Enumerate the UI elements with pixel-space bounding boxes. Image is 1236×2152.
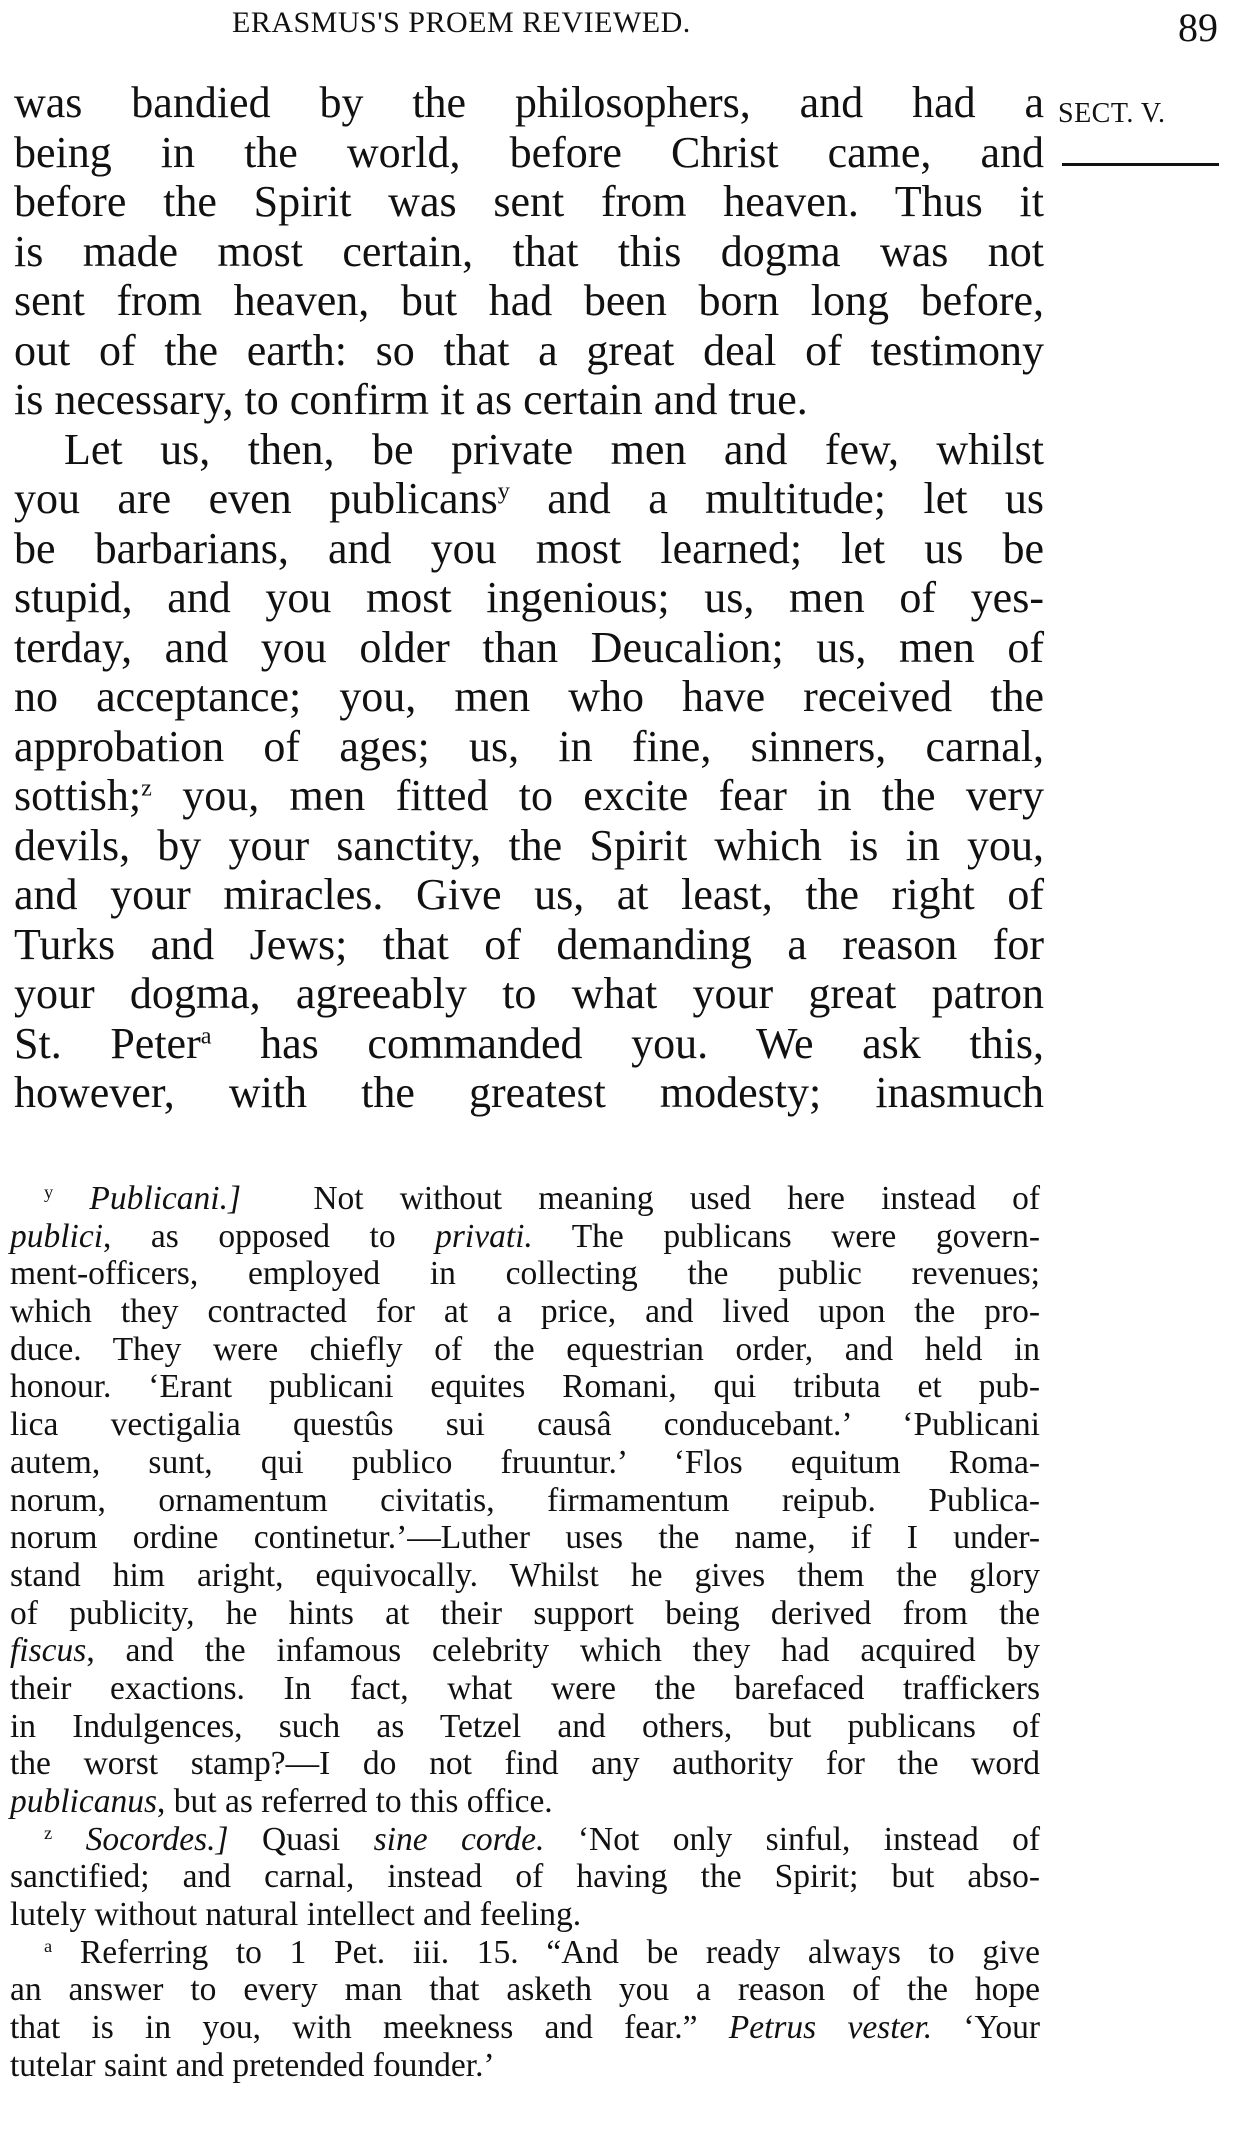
text-span: St. Peter [14,1018,201,1068]
footnote-lemma: Socordes.] [85,1820,229,1858]
footnote-y-line: which they contracted for at a price, and lived upon the pro- [10,1293,1040,1331]
footnote-mark-a: a [44,1935,53,1956]
text-span: , as opposed to [103,1217,436,1255]
text-line: is made most certain, that this dogma was not [14,226,1044,276]
text-span: Quasi [262,1820,374,1858]
italic-term: Petrus vester. [728,2009,933,2047]
text-line: no acceptance; you, men who have received the [14,672,1044,721]
footnote-y-line [10,1783,1040,1821]
footnote-y-line: lica vectigalia questûs sui causâ conducebant.’ ‘Publicani [10,1406,1040,1444]
footnote-y-line [10,1180,1040,1218]
footnote-y-line: norum, ornamentum civitatis, firmamentum reipub. Publica- [10,1481,1040,1519]
text-span: ‘Not only sinful, instead of [544,1820,1041,1858]
main-text [14,78,1044,1118]
footnote-mark-y: y [44,1181,54,1202]
text-span: , but as referred to this office. [157,1783,553,1820]
footnote-y-line: duce. They were chiefly of the equestrian order, and held in [10,1330,1040,1368]
text-span: you, men fitted to excite fear in the very [182,771,1045,820]
footnote-y-line: honour. ‘Erant publicani equites Romani, qui tributa et pub- [10,1368,1040,1406]
page-number: 89 [1178,5,1218,50]
text-line [14,1019,1044,1069]
italic-term: sine corde. [373,1820,545,1858]
text-line: out of the earth: so that a great deal of testimony [14,325,1044,375]
footnote-ref-z[interactable]: z [141,774,152,802]
text-line: however, with the greatest modesty; inasmuch [14,1068,1044,1117]
footnote-lemma: Publicani.] [89,1180,242,1217]
text-line [14,474,1044,524]
text-line: terday, and you older than Deucalion; us, men of [14,622,1044,672]
text-line: before the Spirit was sent from heaven. Thus it [14,177,1044,226]
footnote-y-line: autem, sunt, qui publico fruuntur.’ ‘Flos equitum Roma- [10,1443,1040,1481]
sidenote-rule [1062,163,1219,166]
footnote-a-line [10,1934,1040,1972]
footnote-mark-z: z [44,1822,53,1843]
text-line: your dogma, agreeably to what your great patron [14,969,1044,1018]
footnote-y-line: in Indulgences, such as Tetzel and others, but publicans of [10,1707,1040,1745]
footnote-ref-a[interactable]: a [200,1021,212,1049]
italic-term: fiscus [10,1632,87,1670]
text-line [14,771,1044,821]
footnote-ref-y[interactable]: y [497,477,510,505]
footnote-a-line: tutelar saint and pretended founder.’ [10,2046,495,2084]
footnote-z-line: sanctified; and carnal, instead of having the Spirit; but abso- [10,1858,1040,1896]
page-header [0,6,1236,56]
text-span: sottish; [14,771,142,820]
text-line: stupid, and you most ingenious; us, men of yes- [14,573,1044,622]
text-span: Not without meaning used here instead of [313,1180,1041,1217]
text-span: you are even publicans [14,474,498,523]
text-line: being in the world, before Christ came, and [14,127,1044,177]
footnote-y-line: the worst stamp?—I do not find any authority for the word [10,1745,1040,1783]
section-sidenote: SECT. V. [1058,98,1166,129]
text-line: Turks and Jews; that of demanding a reason for [14,919,1044,969]
footnote-z-line [10,1821,1040,1859]
running-title: ERASMUS'S PROEM REVIEWED. [232,6,691,39]
footnote-y-line: their exactions. In fact, what were the barefaced traffickers [10,1669,1040,1707]
italic-term: publici [10,1217,104,1255]
text-line: devils, by your sanctity, the Spirit which is in you, [14,820,1044,870]
text-span: The publicans were govern- [532,1217,1040,1255]
footnote-y-line: of publicity, he hints at their support being derived from the [10,1594,1040,1632]
footnote-y-line [10,1218,1040,1256]
text-span: ‘Your [932,2009,1040,2047]
text-line: approbation of ages; us, in fine, sinners, carnal, [14,721,1044,771]
text-line: sent from heaven, but had been born long before, [14,276,1044,325]
text-span: and a multitude; let us [547,474,1044,523]
text-line: is necessary, to confirm it as certain and true. [14,375,808,424]
text-line: be barbarians, and you most learned; let us be [14,523,1044,573]
footnote-y-line: norum ordine continetur.’—Luther uses the name, if I under- [10,1519,1040,1557]
footnote-z-line: lutely without natural intellect and feeling. [10,1896,582,1934]
text-span: Referring to 1 Pet. iii. 15. “And be ready always to give [79,1933,1040,1971]
footnote-a-line [10,2009,1040,2047]
footnotes [10,1180,1040,2085]
footnote-a-line: an answer to every man that asketh you a reason of the hope [10,1971,1040,2009]
text-line: was bandied by the philosophers, and had a [14,78,1044,127]
text-span: , and the infamous celebrity which they had acquired by [86,1632,1040,1670]
italic-term: publicanus [10,1783,158,1820]
footnote-y-line: stand him aright, equivocally. Whilst he gives them the glory [10,1556,1040,1594]
footnote-y-line [10,1632,1040,1670]
text-span: has commanded you. We ask this, [260,1018,1044,1068]
italic-term: privati. [435,1217,533,1255]
text-span: that is in you, with meekness and fear.” [10,2009,729,2047]
footnote-y-line: ment-officers, employed in collecting the public revenues; [10,1255,1040,1293]
paragraph-start-line: Let us, then, be private men and few, whilst [64,424,1044,474]
text-line: and your miracles. Give us, at least, the right of [14,870,1044,919]
